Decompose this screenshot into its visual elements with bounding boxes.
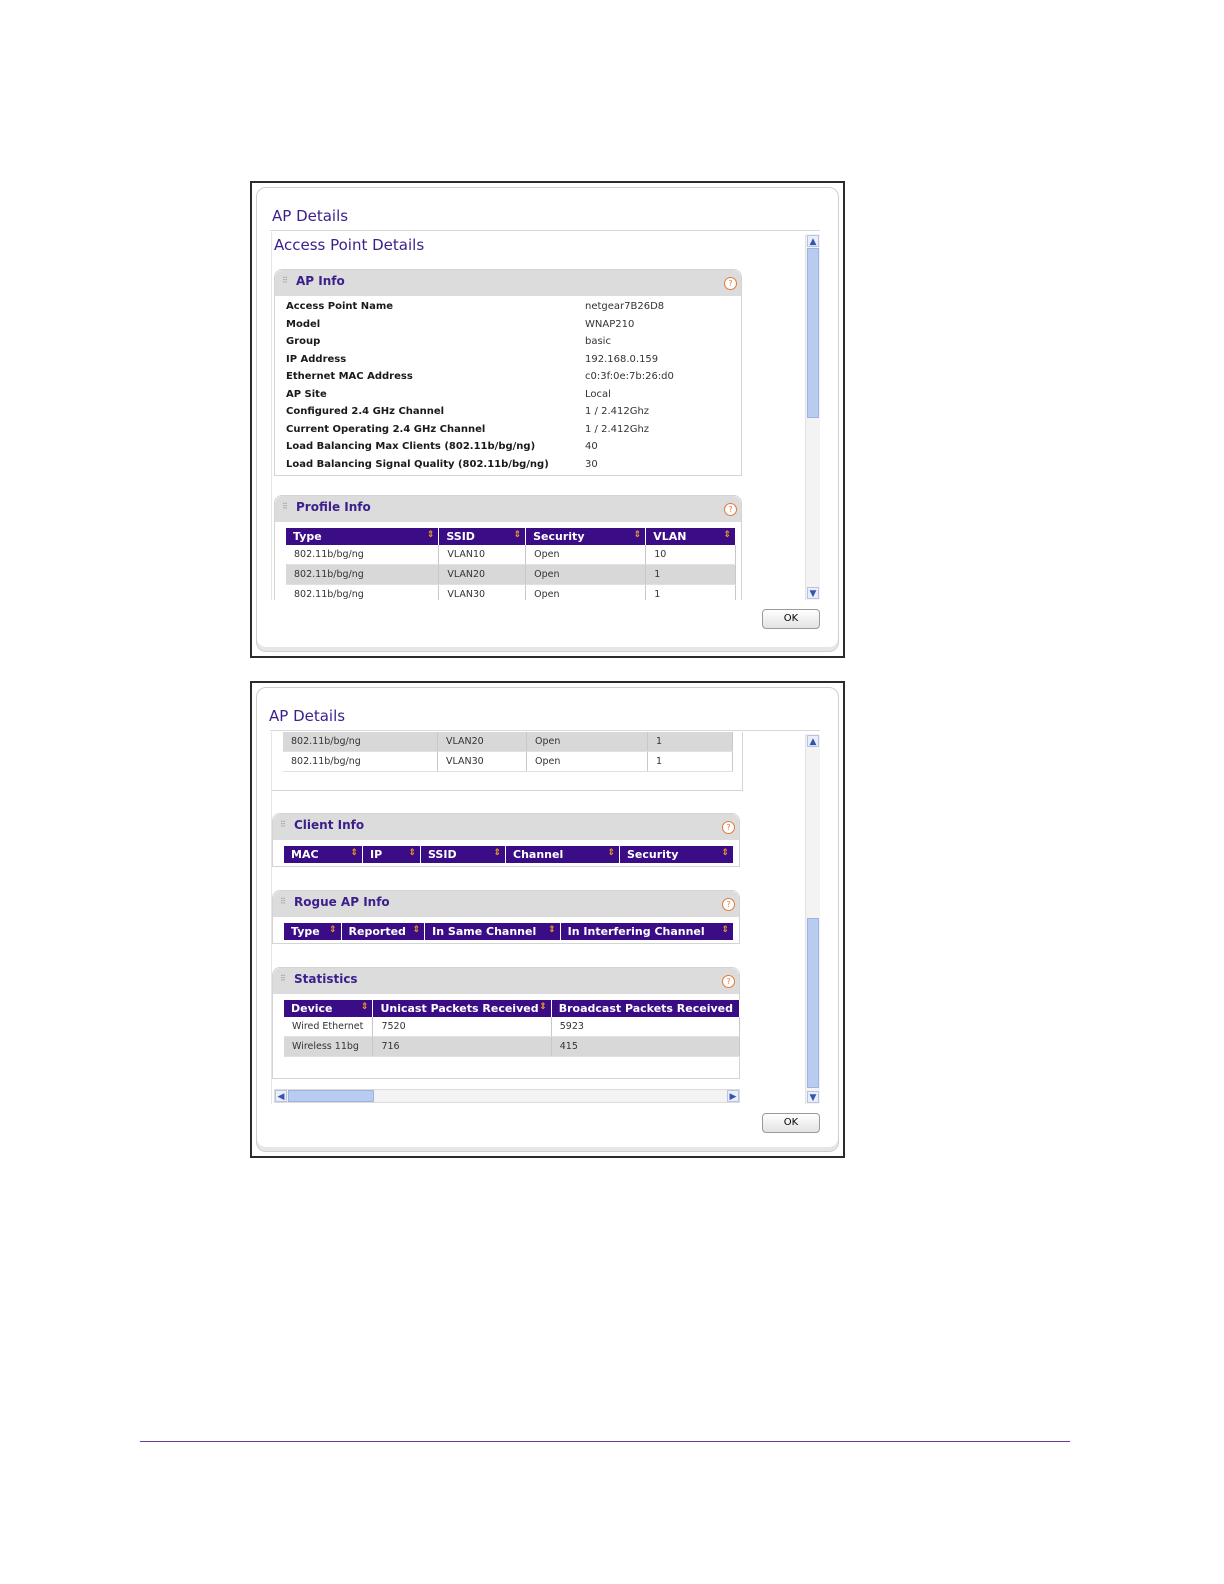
field-label: Configured 2.4 GHz Channel: [286, 406, 445, 417]
statistics-table: [284, 1000, 740, 1057]
dialog-scroll-area[interactable]: [271, 232, 820, 600]
profile-table: [286, 528, 736, 600]
sort-icon[interactable]: ⇕: [408, 848, 416, 858]
cell-type: 802.11b/bg/ng: [283, 732, 438, 752]
rogue-ap-table: [284, 923, 734, 940]
column-header-type[interactable]: Type ⇕: [284, 923, 341, 940]
sort-icon[interactable]: ⇕: [329, 925, 337, 935]
profile-table-continued: [272, 732, 743, 791]
arrow-up-icon[interactable]: ▲: [807, 235, 819, 247]
sort-icon[interactable]: ⇕: [548, 925, 556, 935]
ap-details-dialog-bottom: [250, 681, 845, 1158]
list-item: [275, 352, 741, 370]
field-label: Ethernet MAC Address: [286, 371, 413, 382]
column-header-type[interactable]: Type ⇕: [286, 528, 439, 545]
help-icon[interactable]: ?: [724, 503, 737, 516]
help-icon[interactable]: ?: [722, 821, 735, 834]
cell-vlan: 1: [648, 752, 733, 772]
cell-ssid: VLAN20: [438, 732, 527, 752]
panel-header: [275, 270, 741, 296]
panel-title: AP Info: [296, 274, 345, 288]
scrollbar-thumb[interactable]: [288, 1090, 374, 1102]
scrollbar-thumb[interactable]: [807, 248, 819, 418]
dialog-frame: [256, 687, 839, 1152]
list-item: [275, 457, 741, 475]
rogue-ap-info-panel: [272, 890, 740, 944]
field-label: IP Address: [286, 353, 347, 365]
profile-table: [283, 732, 733, 772]
field-value: basic: [585, 336, 611, 347]
table-header-row: [284, 1000, 740, 1017]
grip-icon[interactable]: ⠿: [280, 974, 286, 983]
cell-type: 802.11b/bg/ng: [283, 752, 438, 772]
field-label: Load Balancing Signal Quality (802.11b/bg/ng): [286, 458, 549, 470]
field-label: Current Operating 2.4 GHz Channel: [286, 423, 486, 435]
field-value: c0:3f:0e:7b:26:d0: [585, 371, 674, 382]
title-divider: [270, 230, 820, 231]
column-header-reported[interactable]: Reported ⇕: [341, 923, 425, 940]
column-header-vlan[interactable]: VLAN ⇕: [646, 528, 736, 545]
sort-icon[interactable]: ⇕: [633, 530, 642, 540]
field-value: Local: [585, 388, 611, 400]
ap-details-dialog-top: [250, 181, 845, 658]
arrow-down-icon[interactable]: ▼: [807, 587, 819, 599]
vertical-scrollbar[interactable]: [805, 734, 820, 1104]
help-icon[interactable]: ?: [722, 898, 735, 911]
list-item: [275, 387, 741, 405]
table-row[interactable]: [286, 565, 736, 585]
arrow-left-icon[interactable]: ◀: [275, 1090, 287, 1102]
field-value: 40: [585, 441, 598, 452]
section-title: Access Point Details: [274, 236, 425, 254]
column-header-channel[interactable]: Channel ⇕: [506, 846, 620, 863]
table-row[interactable]: [286, 585, 736, 601]
table-header-row: [284, 923, 734, 940]
table-header-row: [284, 846, 734, 863]
profile-info-panel: [274, 495, 742, 600]
cell-ssid: VLAN30: [439, 585, 526, 601]
field-value: 1 / 2.412Ghz: [585, 406, 650, 417]
dialog-frame: [256, 187, 839, 652]
cell-security: Open: [526, 545, 646, 565]
column-header-unicast-packets[interactable]: Unicast Packets Received ⇕: [373, 1000, 551, 1017]
field-value: WNAP210: [585, 318, 635, 330]
client-table: [284, 846, 734, 863]
cell-ssid: VLAN30: [438, 752, 527, 772]
column-header-security[interactable]: Security ⇕: [526, 528, 646, 545]
field-value: 1 / 2.412Ghz: [585, 423, 650, 435]
grip-icon[interactable]: ⠿: [282, 276, 288, 285]
arrow-right-icon[interactable]: ▶: [727, 1090, 739, 1102]
field-label: Group: [286, 336, 321, 347]
title-divider: [270, 730, 820, 731]
horizontal-scrollbar[interactable]: [274, 1089, 740, 1103]
sort-icon[interactable]: ⇕: [360, 1002, 369, 1012]
cell-broadcast: 5923: [551, 1017, 739, 1037]
column-header-broadcast-packets[interactable]: Broadcast Packets Received: [551, 1000, 739, 1017]
column-header-ssid[interactable]: SSID ⇕: [439, 528, 526, 545]
list-item: [275, 369, 741, 387]
panel-header: [273, 814, 739, 840]
help-icon[interactable]: ?: [722, 975, 735, 988]
cell-security: Open: [527, 732, 648, 752]
ap-info-list: [275, 296, 741, 474]
panel-header: [273, 891, 739, 917]
sort-icon[interactable]: ⇕: [721, 925, 729, 935]
sort-icon[interactable]: ⇕: [350, 848, 358, 858]
table-header-row: [286, 528, 736, 545]
dialog-title: AP Details: [269, 707, 346, 725]
ok-button[interactable]: OK: [762, 1113, 820, 1133]
dialog-title: AP Details: [272, 207, 349, 225]
column-header-in-interfering-channel[interactable]: In Interfering Channel ⇕: [560, 923, 733, 940]
column-header-device[interactable]: Device ⇕: [284, 1000, 373, 1017]
list-item: [275, 422, 741, 440]
field-value: 30: [585, 458, 598, 470]
arrow-down-icon[interactable]: ▼: [807, 1091, 819, 1103]
sort-icon[interactable]: ⇕: [426, 530, 435, 540]
panel-title: Profile Info: [296, 500, 371, 514]
panel-header: [275, 496, 741, 522]
list-item: [275, 334, 741, 352]
cell-security: Open: [526, 565, 646, 585]
sort-icon[interactable]: ⇕: [723, 530, 731, 540]
cell-unicast: 7520: [373, 1017, 551, 1037]
client-info-panel: [272, 813, 740, 867]
column-header-ssid[interactable]: SSID ⇕: [421, 846, 506, 863]
table-row[interactable]: [283, 752, 733, 772]
field-label: Access Point Name: [286, 301, 394, 312]
field-label: AP Site: [286, 388, 327, 400]
footer-divider: [140, 1441, 1070, 1442]
cell-vlan: 1: [646, 585, 736, 601]
panel-title: Statistics: [294, 972, 358, 986]
field-label: Load Balancing Max Clients (802.11b/bg/ng): [286, 441, 536, 452]
cell-type: 802.11b/bg/ng: [286, 545, 439, 565]
table-row[interactable]: [286, 545, 736, 565]
table-row[interactable]: [284, 1017, 740, 1037]
cell-type: 802.11b/bg/ng: [286, 585, 439, 601]
column-header-in-same-channel[interactable]: In Same Channel ⇕: [425, 923, 560, 940]
sort-icon[interactable]: ⇕: [493, 848, 501, 858]
field-value: netgear7B26D8: [585, 301, 665, 312]
list-item: [275, 404, 741, 422]
cell-ssid: VLAN20: [439, 565, 526, 585]
grip-icon[interactable]: ⠿: [282, 502, 288, 511]
sort-icon[interactable]: ⇕: [539, 1002, 547, 1012]
field-value: 192.168.0.159: [585, 353, 659, 365]
cell-security: Open: [526, 585, 646, 601]
cell-vlan: 1: [646, 565, 736, 585]
vertical-scrollbar[interactable]: [805, 234, 820, 600]
table-row[interactable]: [283, 732, 733, 752]
ok-button[interactable]: OK: [762, 609, 820, 629]
panel-title: Rogue AP Info: [294, 895, 390, 909]
cell-type: 802.11b/bg/ng: [286, 565, 439, 585]
cell-vlan: 10: [646, 545, 736, 565]
cell-vlan: 1: [648, 732, 733, 752]
column-header-security[interactable]: Security ⇕: [620, 846, 734, 863]
column-header-ip[interactable]: IP ⇕: [363, 846, 421, 863]
sort-icon[interactable]: ⇕: [607, 848, 615, 858]
list-item: [275, 439, 741, 457]
statistics-panel: [272, 967, 740, 1079]
list-item: [275, 317, 741, 335]
help-icon[interactable]: ?: [724, 277, 737, 290]
cell-device: Wireless 11bg: [284, 1037, 373, 1057]
cell-ssid: VLAN10: [439, 545, 526, 565]
field-label: Model: [286, 318, 321, 330]
cell-security: Open: [527, 752, 648, 772]
column-header-mac[interactable]: MAC ⇕: [284, 846, 363, 863]
cell-device: Wired Ethernet: [284, 1017, 373, 1037]
sort-icon[interactable]: ⇕: [412, 925, 421, 935]
grip-icon[interactable]: ⠿: [280, 897, 286, 906]
ap-info-panel: [274, 269, 742, 476]
dialog-scroll-area[interactable]: [271, 732, 820, 1104]
sort-icon[interactable]: ⇕: [721, 848, 729, 858]
grip-icon[interactable]: ⠿: [280, 820, 286, 829]
panel-title: Client Info: [294, 818, 365, 832]
cell-unicast: 716: [373, 1037, 551, 1057]
table-row[interactable]: [284, 1037, 740, 1057]
arrow-up-icon[interactable]: ▲: [807, 735, 819, 747]
list-item: [275, 299, 741, 317]
scrollbar-thumb[interactable]: [807, 918, 819, 1088]
cell-broadcast: 415: [551, 1037, 739, 1057]
panel-header: [273, 968, 739, 994]
sort-icon[interactable]: ⇕: [513, 530, 522, 540]
